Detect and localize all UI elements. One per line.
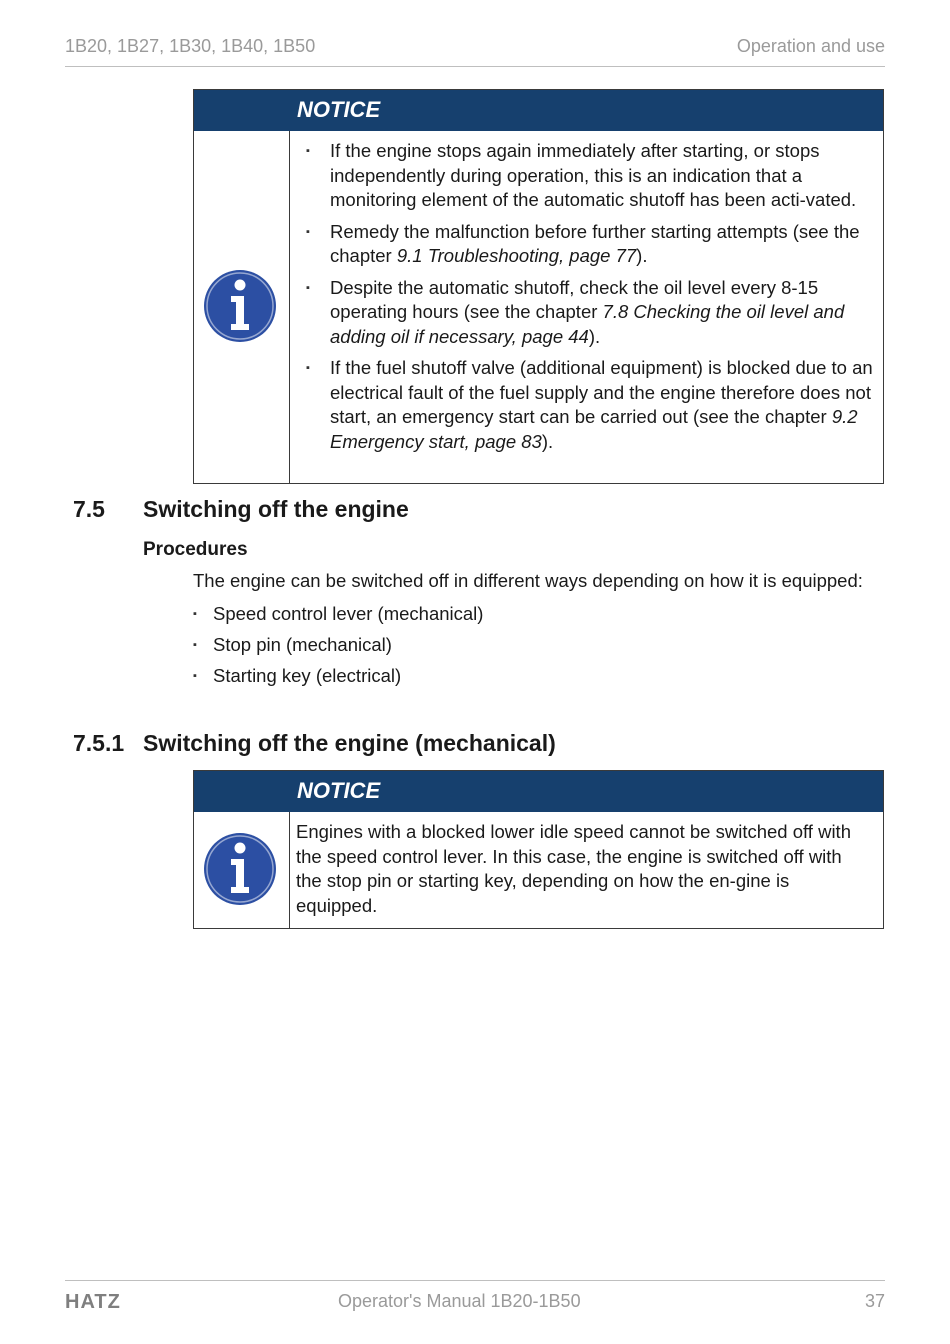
notice-box-automatic-shutoff bbox=[193, 89, 884, 484]
page-footer bbox=[65, 1280, 885, 1321]
page-number: 37 bbox=[864, 1291, 885, 1311]
section-title: Switching off the engine bbox=[143, 496, 409, 522]
notice-box-idle-speed bbox=[193, 770, 884, 929]
chapter-reference[interactable]: 9.1 Troubleshooting, page 77 bbox=[396, 245, 637, 266]
notice-list-item: ▪ If the fuel shutoff valve (additional equipment) is blocked due to an electrical fault of the fuel supply and the engine therefore does not start, an emergency start can be carried out (see the chapter 9.2 Emergency start, page 83). bbox=[302, 356, 873, 454]
notice-icon-column bbox=[194, 131, 290, 483]
notice-list-item: ▪ Despite the automatic shutoff, check the oil level every 8-15 operating hours (see the chapter 7.8 Checking the oil level and adding oil if necessary, page 44). bbox=[302, 276, 873, 350]
page-header bbox=[65, 36, 885, 67]
info-icon bbox=[203, 832, 277, 906]
notice-header-bar bbox=[194, 90, 883, 131]
notice-list-item: ▪ If the engine stops again immediately after starting, or stops independently during operation, this is an indication that a monitoring element of the automatic shutoff has been acti-vated. bbox=[302, 139, 873, 213]
header-section: Operation and use bbox=[736, 36, 885, 56]
footer-manual-title: Operator's Manual 1B20-1B50 bbox=[338, 1291, 581, 1311]
list-item: ▪ Starting key (electrical) bbox=[193, 664, 873, 689]
notice-label: NOTICE bbox=[297, 778, 381, 803]
notice-icon-column bbox=[194, 812, 290, 928]
section-number: 7.5.1 bbox=[73, 730, 125, 756]
notice-text: Engines with a blocked lower idle speed cannot be switched off with the speed control lever. In this case, the engine is switched off with the stop pin or starting key, depending on how the en-gine is equipped. bbox=[296, 821, 851, 916]
notice-list-item: ▪ Remedy the malfunction before further starting attempts (see the chapter 9.1 Troubleshooting, page 77). bbox=[302, 220, 873, 269]
section-heading-7-5 bbox=[73, 496, 409, 523]
procedures-text bbox=[193, 569, 873, 695]
info-icon bbox=[203, 269, 277, 343]
notice-label: NOTICE bbox=[297, 97, 381, 122]
hatz-logo: HATZ bbox=[65, 1291, 121, 1313]
notice-header-bar bbox=[194, 771, 883, 812]
intro-paragraph: The engine can be switched off in different ways depending on how it is equipped: bbox=[193, 570, 863, 591]
list-item: ▪ Stop pin (mechanical) bbox=[193, 633, 873, 658]
header-models: 1B20, 1B27, 1B30, 1B40, 1B50 bbox=[65, 36, 316, 56]
list-item: ▪ Speed control lever (mechanical) bbox=[193, 602, 873, 627]
notice-list bbox=[290, 131, 883, 467]
section-number: 7.5 bbox=[73, 496, 105, 522]
shutoff-methods-list bbox=[193, 602, 873, 689]
subheading-procedures: Procedures bbox=[143, 539, 248, 560]
section-heading-7-5-1 bbox=[73, 730, 556, 757]
chapter-reference[interactable]: 7.8 Checking the oil level and adding oil if necessary, page 44 bbox=[330, 301, 845, 347]
section-title: Switching off the engine (mechanical) bbox=[143, 730, 556, 756]
chapter-reference[interactable]: 9.2 Emergency start, page 83 bbox=[330, 406, 858, 452]
